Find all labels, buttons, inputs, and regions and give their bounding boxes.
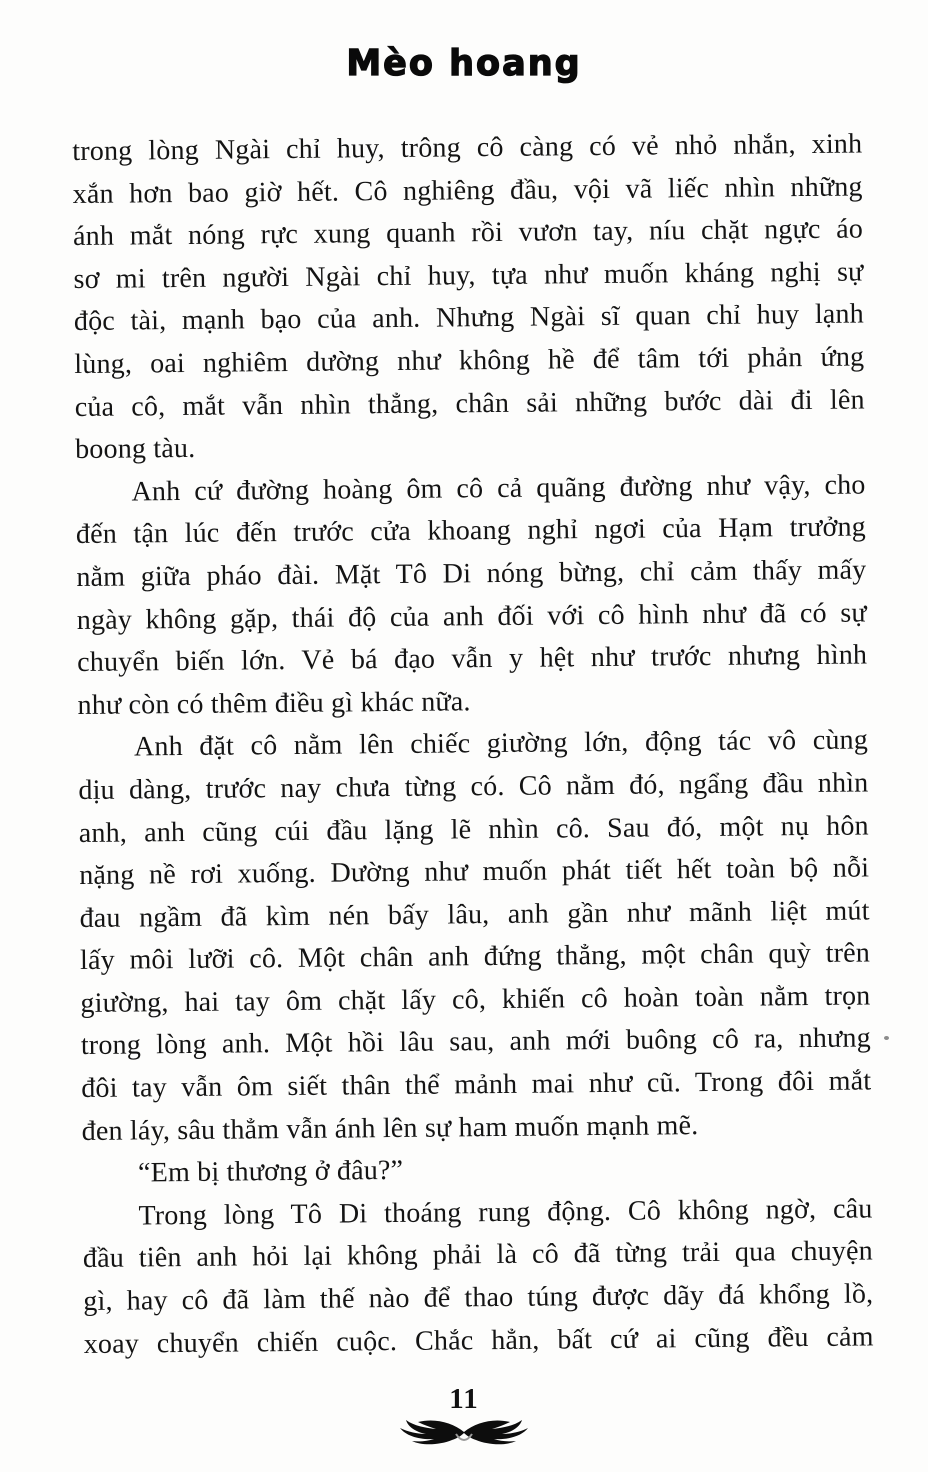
text-line: đôi tay vẫn ôm siết thân thể mảnh mai như cũ. Trong đôi mắt [81,1065,872,1105]
text-line: đầu tiên anh hỏi lại không phải là cô đã từng trải qua chuyện [82,1235,874,1275]
text-line: giường, hai tay ôm chặt lấy cô, khiến cô hoàn toàn nằm trọn [80,980,871,1019]
paragraph [82,1188,874,1366]
text-line: dịu dàng, trước nay chưa từng có. Cô nằm đó, ngẩng đầu nhìn [78,767,869,806]
page-footer [0,1384,928,1450]
text-line: như còn có thêm điều gì khác nữa. [77,685,471,721]
paragraph [78,720,872,1154]
text-line: xắn hơn bao giờ hết. Cô nghiêng đầu, vội vã liếc nhìn những [72,171,863,210]
paragraph [72,123,865,471]
text-line: xoay chuyển chiến cuộc. Chắc hẳn, bất cứ ai cũng đều cảm [83,1321,874,1360]
text-line: lùng, oai nghiêm dường như không hề để tâm tới phản ứng [74,341,865,381]
book-title-logotype: Mèo hoang [346,43,582,85]
text-line: lấy môi lưỡi cô. Một chân anh đứng thẳng, một chân quỳ trên [79,937,871,977]
paragraph [82,1146,872,1196]
text-line: ngày không gặp, thái độ của anh đối với cô hình như đã có sự [76,596,867,636]
text-line: gì, hay cô đã làm thế nào để thao túng được dãy đá khổng lồ, [83,1278,874,1318]
paragraph [75,464,867,727]
text-line: sơ mi trên người Ngài chỉ huy, tựa như muốn kháng nghị sự [73,256,864,295]
text-line: của cô, mắt vẫn nhìn thẳng, chân sải những bước dài đi lên [74,384,865,423]
text-line: anh, anh cũng cúi đầu lặng lẽ nhìn cô. Sau đó, một nụ hôn [78,809,869,849]
page-text [72,123,874,1366]
wings-ornament [380,1416,548,1450]
page-number: 11 [449,1383,479,1415]
text-line: Anh cứ đường hoàng ôm cô cả quãng đường như vậy, cho [131,469,866,508]
text-line: trong lòng anh. Một hồi lâu sau, anh mới buông cô ra, nhưng [80,1022,871,1062]
text-line: đến tận lúc đến trước cửa khoang nghỉ ngơi của Hạm trưởng [75,511,867,551]
text-line: đau ngầm đã kìm nén bấy lâu, anh gần như mãnh liệt mút [79,895,870,934]
running-header [0,44,928,84]
scan-speck [884,1036,889,1040]
text-line: Anh đặt cô nằm lên chiếc giường lớn, động tác vô cùng [133,724,869,763]
text-line: độc tài, mạnh bạo của anh. Nhưng Ngài sĩ quan chỉ huy lạnh [73,298,865,338]
text-line: “Em bị thương ở đâu?” [137,1155,404,1189]
text-line: chuyển biến lớn. Vẻ bá đạo vẫn y hệt như trước nhưng hình [77,639,868,679]
text-line: boong tàu. [74,433,196,466]
text-line: đen láy, sâu thẳm vẫn ánh lên sự ham muốn mạnh mẽ. [81,1109,699,1147]
text-line: Trong lòng Tô Di thoáng rung động. Cô không ngờ, câu [138,1193,873,1232]
text-line: trong lòng Ngài chỉ huy, trông cô càng có vẻ nhỏ nhắn, xinh [72,128,863,168]
text-line: ánh mắt nóng rực xung quanh rồi vươn tay, níu chặt ngực áo [72,213,864,253]
text-line: nặng nề rơi xuống. Dường như muốn phát tiết hết toàn bộ nỗi [79,852,870,892]
text-line: nằm giữa pháo đài. Mặt Tô Di nóng bừng, chỉ cảm thấy mấy [76,554,867,593]
